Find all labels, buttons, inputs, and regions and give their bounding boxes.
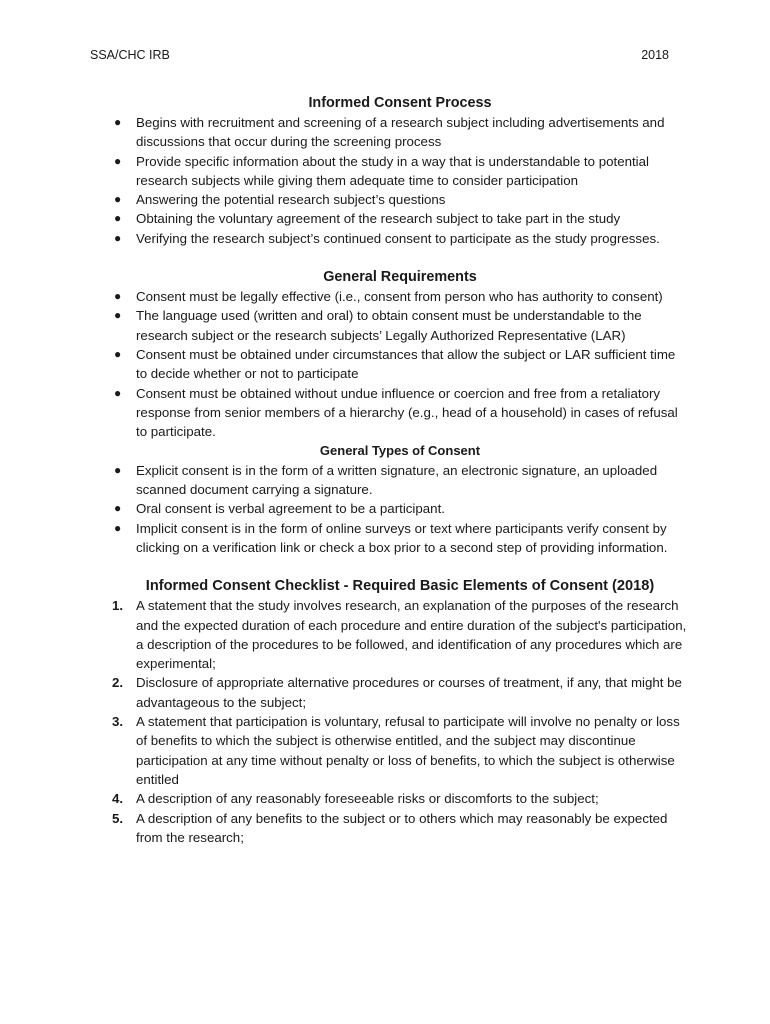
list-item: ● The language used (written and oral) to obtain consent must be understandable to the research subject or the research subjects’ Legally Authorized Representative (LAR) bbox=[114, 308, 642, 343]
header-org: SSA/CHC IRB bbox=[90, 48, 170, 62]
checklist-item: 4. A description of any reasonably foreseeable risks or discomforts to the subject; bbox=[112, 789, 688, 808]
list-item: ● Obtaining the voluntary agreement of the research subject to take part in the study bbox=[112, 209, 688, 228]
list-item: ● Consent must be obtained without undue influence or coercion and free from a retaliatory response from senior members of a hierarchy (e.g., head of a household) in cases of refusal to participate. bbox=[114, 385, 678, 440]
item-number: 4. bbox=[112, 791, 124, 807]
general-requirements-list bbox=[112, 287, 688, 441]
checklist-item: 5. A description of any benefits to the subject or to others which may reasonably be expected from the research; bbox=[112, 810, 668, 845]
bullet-icon: ● bbox=[114, 385, 122, 400]
list-item: ● Oral consent is verbal agreement to be a participant. bbox=[112, 499, 688, 518]
list-item: ● Provide specific information about the study in a way that is understandable to potential research subjects while giving them adequate time to consider participation bbox=[114, 153, 649, 188]
list-item: ● Answering the potential research subject’s questions bbox=[112, 190, 688, 209]
bullet-icon: ● bbox=[114, 501, 122, 516]
section-title-general-types-of-consent: General Types of Consent bbox=[319, 443, 481, 459]
list-item: ● Explicit consent is in the form of a written signature, an electronic signature, an uploaded scanned document carrying a signature. bbox=[114, 462, 658, 498]
bullet-icon: ● bbox=[114, 520, 122, 535]
list-item: ● Implicit consent is in the form of online surveys or text where participants verify consent by clicking on a verification link or check a box prior to a second step of providing information. bbox=[114, 520, 668, 555]
list-item: ● Consent must be legally effective (i.e., consent from person who has authority to consent) bbox=[112, 287, 688, 306]
bullet-icon: ● bbox=[114, 462, 122, 477]
list-item: ● Verifying the research subject’s continued consent to participate as the study progresses. bbox=[112, 229, 688, 248]
section-title-general-requirements: General Requirements bbox=[323, 269, 477, 286]
item-number: 5. bbox=[112, 810, 124, 826]
page-header bbox=[90, 48, 669, 62]
bullet-icon: ● bbox=[114, 211, 122, 226]
bullet-icon: ● bbox=[114, 346, 122, 361]
bullet-icon: ● bbox=[114, 230, 122, 245]
bullet-icon: ● bbox=[114, 153, 122, 168]
item-number: 3. bbox=[112, 714, 124, 730]
bullet-icon: ● bbox=[114, 192, 122, 207]
section-title-informed-consent-process: Informed Consent Process bbox=[308, 95, 492, 111]
header-year: 2018 bbox=[641, 48, 669, 62]
bullet-icon: ● bbox=[114, 115, 122, 129]
document-body bbox=[112, 94, 688, 847]
item-number: 2. bbox=[112, 675, 124, 691]
checklist-item: 2. Disclosure of appropriate alternative procedures or courses of treatment, if any, that might be advantageous to the subject; bbox=[112, 675, 682, 710]
item-number: 1. bbox=[112, 598, 124, 614]
section-title-consent-checklist: Informed Consent Checklist - Required Basic Elements of Consent (2018) bbox=[145, 578, 655, 595]
general-types-list bbox=[112, 461, 688, 557]
checklist-item: 3. A statement that participation is voluntary, refusal to participate will involve no penalty or loss of benefits to which the subject is otherwise entitled, and the subject may discontinue participation at any time without penalty or loss of benefits, to which the subject is otherwise entitled bbox=[112, 714, 680, 787]
consent-checklist-list bbox=[112, 596, 688, 847]
list-item: ● Consent must be obtained under circumstances that allow the subject or LAR sufficient time to decide whether or not to participate bbox=[114, 346, 676, 382]
bullet-icon: ● bbox=[114, 308, 122, 323]
informed-consent-process-list bbox=[112, 113, 688, 248]
bullet-icon: ● bbox=[114, 289, 122, 304]
list-item: ● Begins with recruitment and screening of a research subject including advertisements and discussions that occur during the screening process bbox=[114, 115, 665, 150]
checklist-item: 1. A statement that the study involves research, an explanation of the purposes of the research and the expected duration of each procedure and entire duration of the subject's participation, a description of the procedures to be followed, and identification of any procedures which are experimental; bbox=[112, 598, 687, 672]
